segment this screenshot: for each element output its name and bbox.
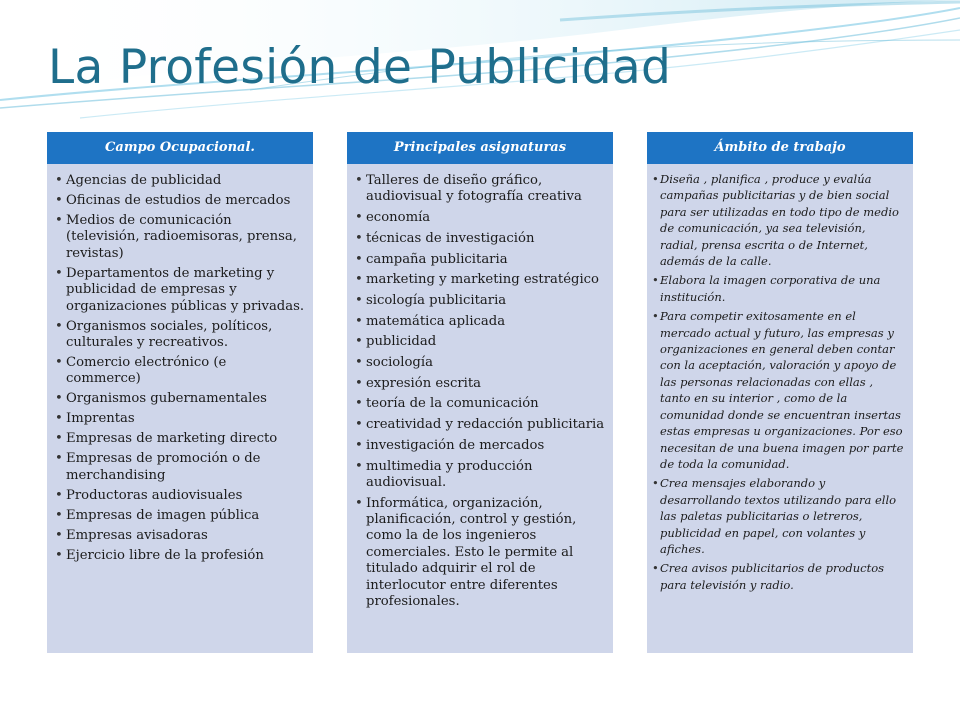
list-item: • Ejercicio libre de la profesión bbox=[66, 548, 305, 564]
list-item: • economía bbox=[366, 210, 605, 226]
item-list bbox=[347, 164, 613, 611]
list-item: • Agencias de publicidad bbox=[66, 173, 305, 189]
list-item: • Medios de comunicación (televisión, radioemisoras, prensa, revistas) bbox=[66, 213, 305, 262]
list-item: • Comercio electrónico (e commerce) bbox=[66, 355, 305, 388]
list-item: • Crea mensajes elaborando y desarrollando textos utilizando para ello las paletas publicitarias o letreros, publicidad en papel, con volantes y afiches. bbox=[660, 475, 905, 557]
list-item: • marketing y marketing estratégico bbox=[366, 272, 605, 288]
list-item: • Empresas avisadoras bbox=[66, 528, 305, 544]
list-item: • campaña publicitaria bbox=[366, 252, 605, 268]
list-item: • Informática, organización, planificación, control y gestión, como la de los ingenieros comerciales. Esto le permite al titulado adquirir el rol de interlocutor entre diferentes profesionales. bbox=[366, 496, 605, 611]
list-item: • sociología bbox=[366, 355, 605, 371]
list-item: • Imprentas bbox=[66, 411, 305, 427]
list-item: • multimedia y producción audiovisual. bbox=[366, 459, 605, 492]
panel-header: Principales asignaturas bbox=[347, 132, 613, 164]
list-item: • matemática aplicada bbox=[366, 314, 605, 330]
panel-campo-ocupacional bbox=[47, 132, 313, 653]
list-item: • teoría de la comunicación bbox=[366, 396, 605, 412]
list-item: • Productoras audiovisuales bbox=[66, 488, 305, 504]
list-item: • publicidad bbox=[366, 334, 605, 350]
panel-header: Campo Ocupacional. bbox=[47, 132, 313, 164]
slide-title: La Profesión de Publicidad bbox=[48, 40, 672, 95]
panel-principales-asignaturas bbox=[347, 132, 613, 653]
list-item: • Empresas de imagen pública bbox=[66, 508, 305, 524]
list-item: • Departamentos de marketing y publicidad de empresas y organizaciones públicas y privadas. bbox=[66, 266, 305, 315]
panel-header: Ámbito de trabajo bbox=[647, 132, 913, 164]
list-item: • Empresas de marketing directo bbox=[66, 431, 305, 447]
list-item: • Talleres de diseño gráfico, audiovisual y fotografía creativa bbox=[366, 173, 605, 206]
list-item: • sicología publicitaria bbox=[366, 293, 605, 309]
list-item: • investigación de mercados bbox=[366, 438, 605, 454]
list-item: • Organismos gubernamentales bbox=[66, 391, 305, 407]
list-item: • Diseña , planifica , produce y evalúa campañas publicitarias y de bien social para ser utilizadas en todo tipo de medio de comunicación, ya sea televisión, radial, prensa escrita o de Internet, además de la calle. bbox=[660, 171, 905, 269]
list-item: • expresión escrita bbox=[366, 376, 605, 392]
list-item: • Elabora la imagen corporativa de una institución. bbox=[660, 272, 905, 305]
list-item: • Crea avisos publicitarios de productos para televisión y radio. bbox=[660, 560, 905, 593]
list-item: • técnicas de investigación bbox=[366, 231, 605, 247]
panel-ambito-de-trabajo bbox=[647, 132, 913, 653]
item-list bbox=[647, 164, 913, 593]
list-item: • Empresas de promoción o de merchandising bbox=[66, 451, 305, 484]
list-item: • Organismos sociales, políticos, culturales y recreativos. bbox=[66, 319, 305, 352]
list-item: • Para competir exitosamente en el mercado actual y futuro, las empresas y organizaciones en general deben contar con la aceptación, valoración y apoyo de las personas relacionadas con ellas , tanto en su interior , como de la comunidad donde se encuentran insertas estas empresas u organizaciones. Por eso necesitan de una buena imagen por parte de toda la comunidad. bbox=[660, 308, 905, 472]
list-item: • Oficinas de estudios de mercados bbox=[66, 193, 305, 209]
item-list bbox=[47, 164, 313, 564]
list-item: • creatividad y redacción publicitaria bbox=[366, 417, 605, 433]
